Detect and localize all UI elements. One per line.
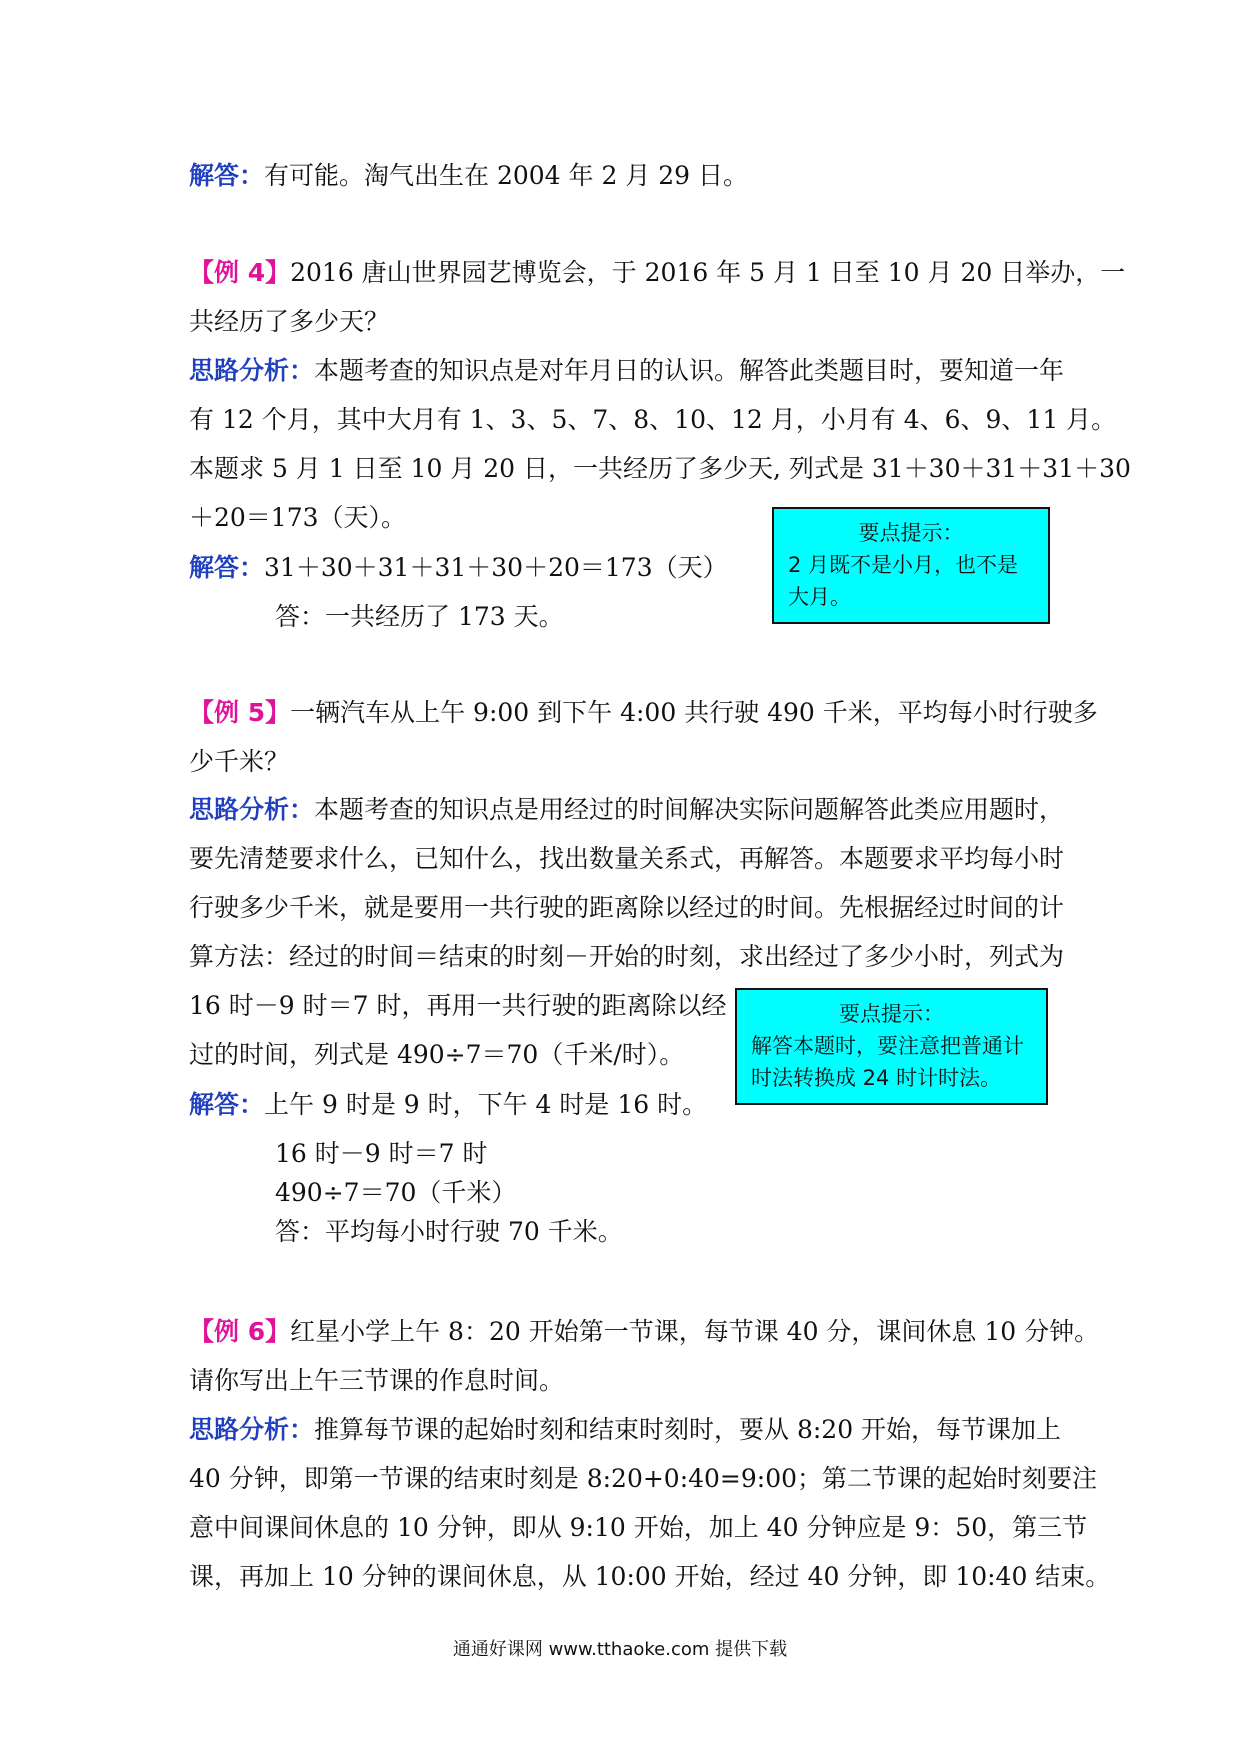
analysis-label: 思路分析： (189, 1415, 315, 1444)
top-answer-line (189, 159, 748, 193)
ex4-tag: 【例 4】 (189, 258, 291, 287)
analysis-label: 思路分析： (189, 356, 315, 385)
answer-label: 解答： (189, 1090, 265, 1119)
ex5-analysis-line-5: 16 时－9 时＝7 时，再用一共行驶的距离除以经 (189, 991, 727, 1020)
tip-title: 要点提示： (839, 1002, 944, 1026)
answer-text: 有可能。淘气出生在 2004 年 2 月 29 日。 (264, 161, 749, 190)
ex5-analysis-line-2: 要先清楚要求什么，已知什么，找出数量关系式，再解答。本题要求平均每小时 (189, 844, 1065, 873)
tip-title: 要点提示： (858, 521, 964, 545)
analysis-label: 思路分析： (189, 795, 315, 824)
ex6-question-line-2: 请你写出上午三节课的作息时间。 (189, 1366, 565, 1395)
ex5-solution-line-1: 解答：上午 9 时是 9 时，下午 4 时是 16 时。 (189, 1090, 708, 1119)
ex4-question-line-1: 【例 4】2016 唐山世界园艺博览会，于 2016 年 5 月 1 日至 10 月 20 日举办，一 (189, 258, 1126, 287)
ex5-question-line-1: 【例 5】一辆汽车从上午 9:00 到下午 4:00 共行驶 490 千米，平均每小时行驶多 (189, 698, 1098, 727)
ex5-analysis-line-4: 算方法：经过的时间＝结束的时刻－开始的时刻，求出经过了多少小时，列式为 (189, 942, 1065, 971)
ex4-analysis-line-3: 本题求 5 月 1 日至 10 月 20 日，一共经历了多少天, 列式是 31＋30＋31＋31＋30 (189, 454, 1131, 483)
page-footer: 通通好课网 www.tthaoke.com 提供下载 (452, 1639, 788, 1660)
ex6-analysis-line-3: 意中间课间休息的 10 分钟，即从 9:10 开始，加上 40 分钟应是 9：50，第三节 (189, 1513, 1088, 1542)
ex4-solution-line-2: 答：一共经历了 173 天。 (275, 602, 564, 631)
ex5-analysis-line-6: 过的时间，列式是 490÷7＝70（千米/时）。 (189, 1040, 685, 1069)
ex6-analysis-line-4: 课，再加上 10 分钟的课间休息，从 10:00 开始，经过 40 分钟，即 10:40 结束。 (189, 1562, 1111, 1591)
ex6-analysis-line-1: 思路分析：推算每节课的起始时刻和结束时刻时，要从 8:20 开始，每节课加上 (189, 1415, 1062, 1444)
ex5-analysis-line-3: 行驶多少千米，就是要用一共行驶的距离除以经过的时间。先根据经过时间的计 (189, 893, 1065, 922)
ex5-analysis-line-1: 思路分析：本题考查的知识点是用经过的时间解决实际问题解答此类应用题时， (189, 795, 1065, 824)
ex6-question-line-1: 【例 6】红星小学上午 8：20 开始第一节课，每节课 40 分，课间休息 10 分钟。 (189, 1317, 1100, 1346)
ex4-solution-line-1: 解答：31＋30＋31＋31＋30＋20＝173（天） (189, 553, 728, 582)
ex5-question-line-2: 少千米？ (189, 747, 290, 776)
ex5-tip-box (735, 988, 1048, 1105)
ex4-tip-box (772, 507, 1050, 624)
ex5-solution-line-3: 490÷7＝70（千米） (275, 1178, 517, 1207)
ex5-tag: 【例 5】 (189, 698, 291, 727)
ex4-analysis-line-4: ＋20＝173（天）。 (189, 503, 407, 532)
ex4-analysis-line-1: 思路分析：本题考查的知识点是对年月日的认识。解答此类题目时，要知道一年 (189, 356, 1065, 385)
tip-body: 2 月既不是小月，也不是大月。 (788, 553, 1019, 609)
answer-label: 解答： (189, 553, 265, 582)
ex6-tag: 【例 6】 (189, 1317, 291, 1346)
tip-body: 解答本题时，要注意把普通计时法转换成 24 时计时法。 (751, 1034, 1024, 1090)
ex4-analysis-line-2: 有 12 个月，其中大月有 1、3、5、7、8、10、12 月，小月有 4、6、9、11 月。 (189, 405, 1117, 434)
answer-label: 解答： (189, 161, 265, 190)
ex5-solution-line-4: 答：平均每小时行驶 70 千米。 (275, 1217, 623, 1246)
ex5-solution-line-2: 16 时－9 时＝7 时 (275, 1139, 488, 1168)
ex4-question-line-2: 共经历了多少天？ (189, 307, 390, 336)
ex6-analysis-line-2: 40 分钟，即第一节课的结束时刻是 8:20+0:40=9:00；第二节课的起始时刻要注 (189, 1464, 1098, 1493)
